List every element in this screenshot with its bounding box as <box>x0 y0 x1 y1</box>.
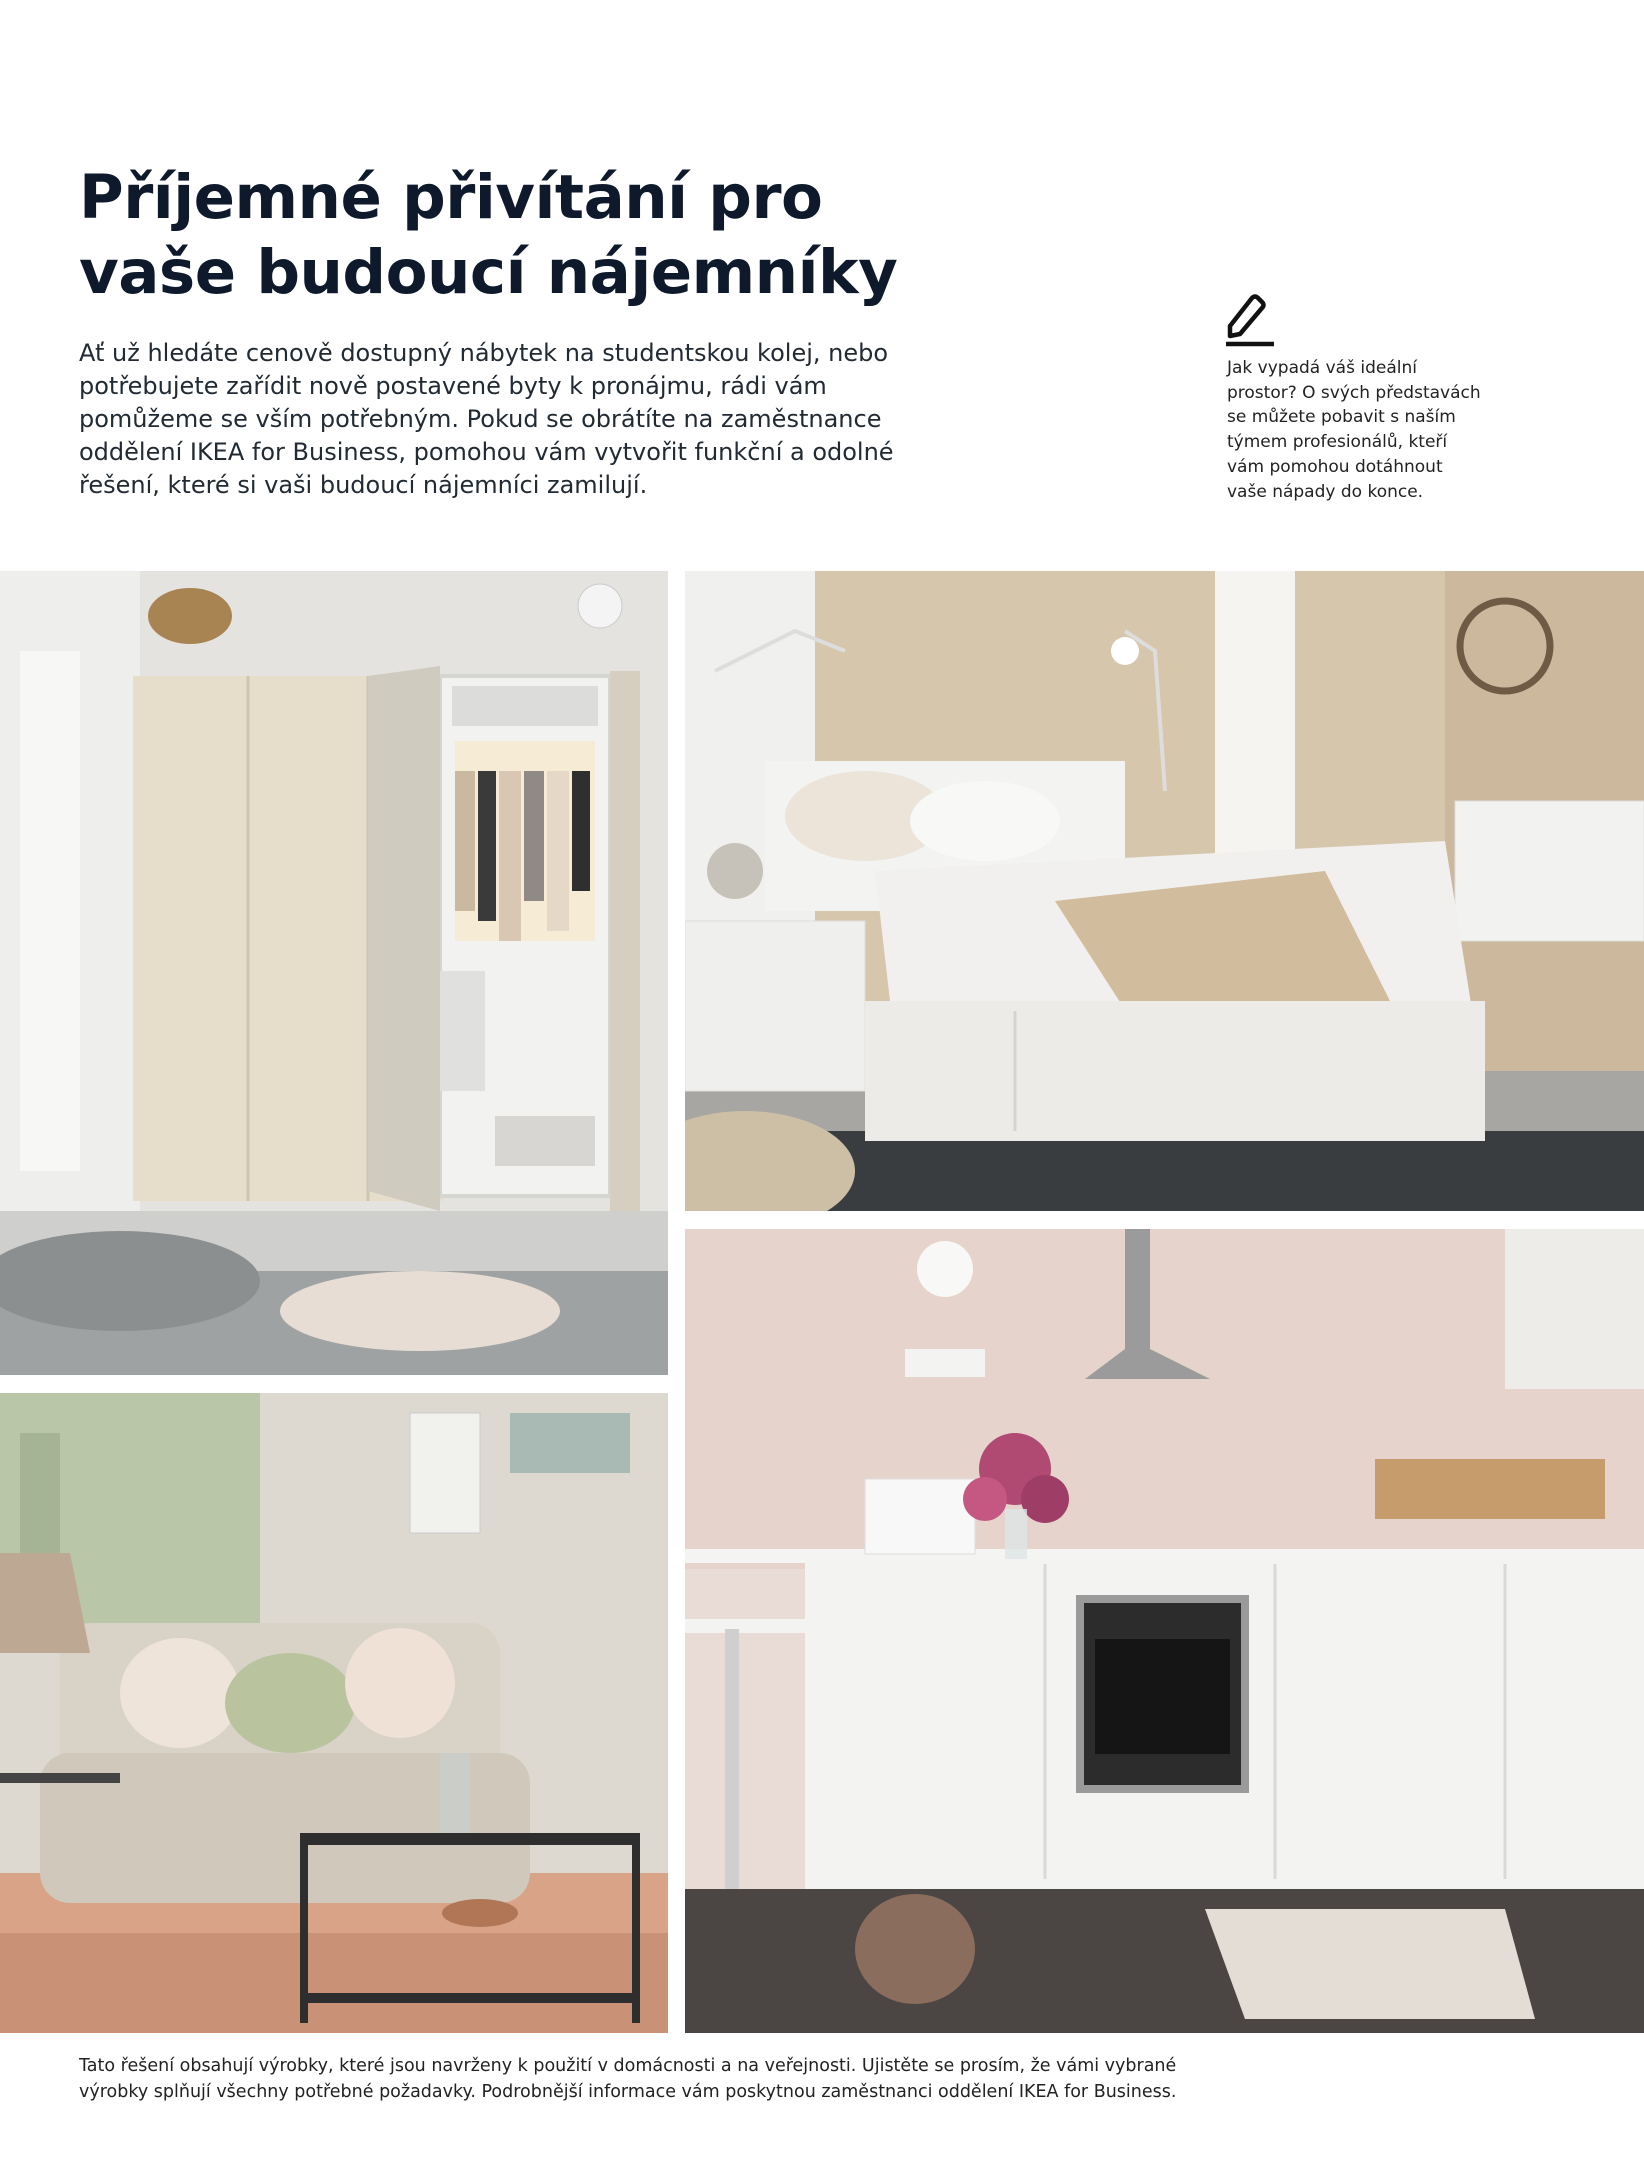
intro-line: oddělení IKEA for Business, pomohou vám vytvořit funkční a odolné <box>79 438 894 466</box>
kitchen-photo <box>685 1229 1644 2033</box>
living-room-photo <box>0 1393 668 2033</box>
tip-line: vaše nápady do konce. <box>1227 481 1424 502</box>
footnote-line: Tato řešení obsahují výrobky, které jsou navrženy k použití v domácnosti a na veřejnosti. Ujistěte se prosím, že vámi vybrané <box>79 2056 1177 2076</box>
intro-line: Ať už hledáte cenově dostupný nábytek na studentskou kolej, nebo <box>79 339 889 367</box>
tip-line: týmem profesionálů, kteří <box>1227 432 1448 453</box>
tip-line: se můžete pobavit s naším <box>1227 407 1456 428</box>
intro-line: potřebujete zařídit nově postavené byty k pronájmu, rádi vám <box>79 372 827 400</box>
bedroom-photo <box>685 571 1644 1211</box>
footnote-line: výrobky splňují všechny potřebné požadavky. Podrobnější informace vám poskytnou zaměstnanci oddělení IKEA for Business. <box>79 2082 1177 2102</box>
intro-line: pomůžeme se vším potřebným. Pokud se obrátíte na zaměstnance <box>79 405 882 433</box>
pencil-icon <box>1222 290 1278 348</box>
title-line-2: vaše budoucí nájemníky <box>79 237 898 308</box>
tip-text <box>1227 356 1527 504</box>
intro-paragraph <box>79 337 909 502</box>
title-line-1: Příjemné přivítání pro <box>79 162 823 233</box>
tip-line: vám pomohou dotáhnout <box>1227 456 1443 477</box>
wardrobe-photo <box>0 571 668 1375</box>
tip-line: prostor? O svých představách <box>1227 382 1481 403</box>
tip-line: Jak vypadá váš ideální <box>1227 358 1417 378</box>
page-title <box>79 160 979 310</box>
footnote <box>79 2053 1179 2105</box>
intro-line: řešení, které si vaši budoucí nájemníci zamilují. <box>79 471 648 499</box>
